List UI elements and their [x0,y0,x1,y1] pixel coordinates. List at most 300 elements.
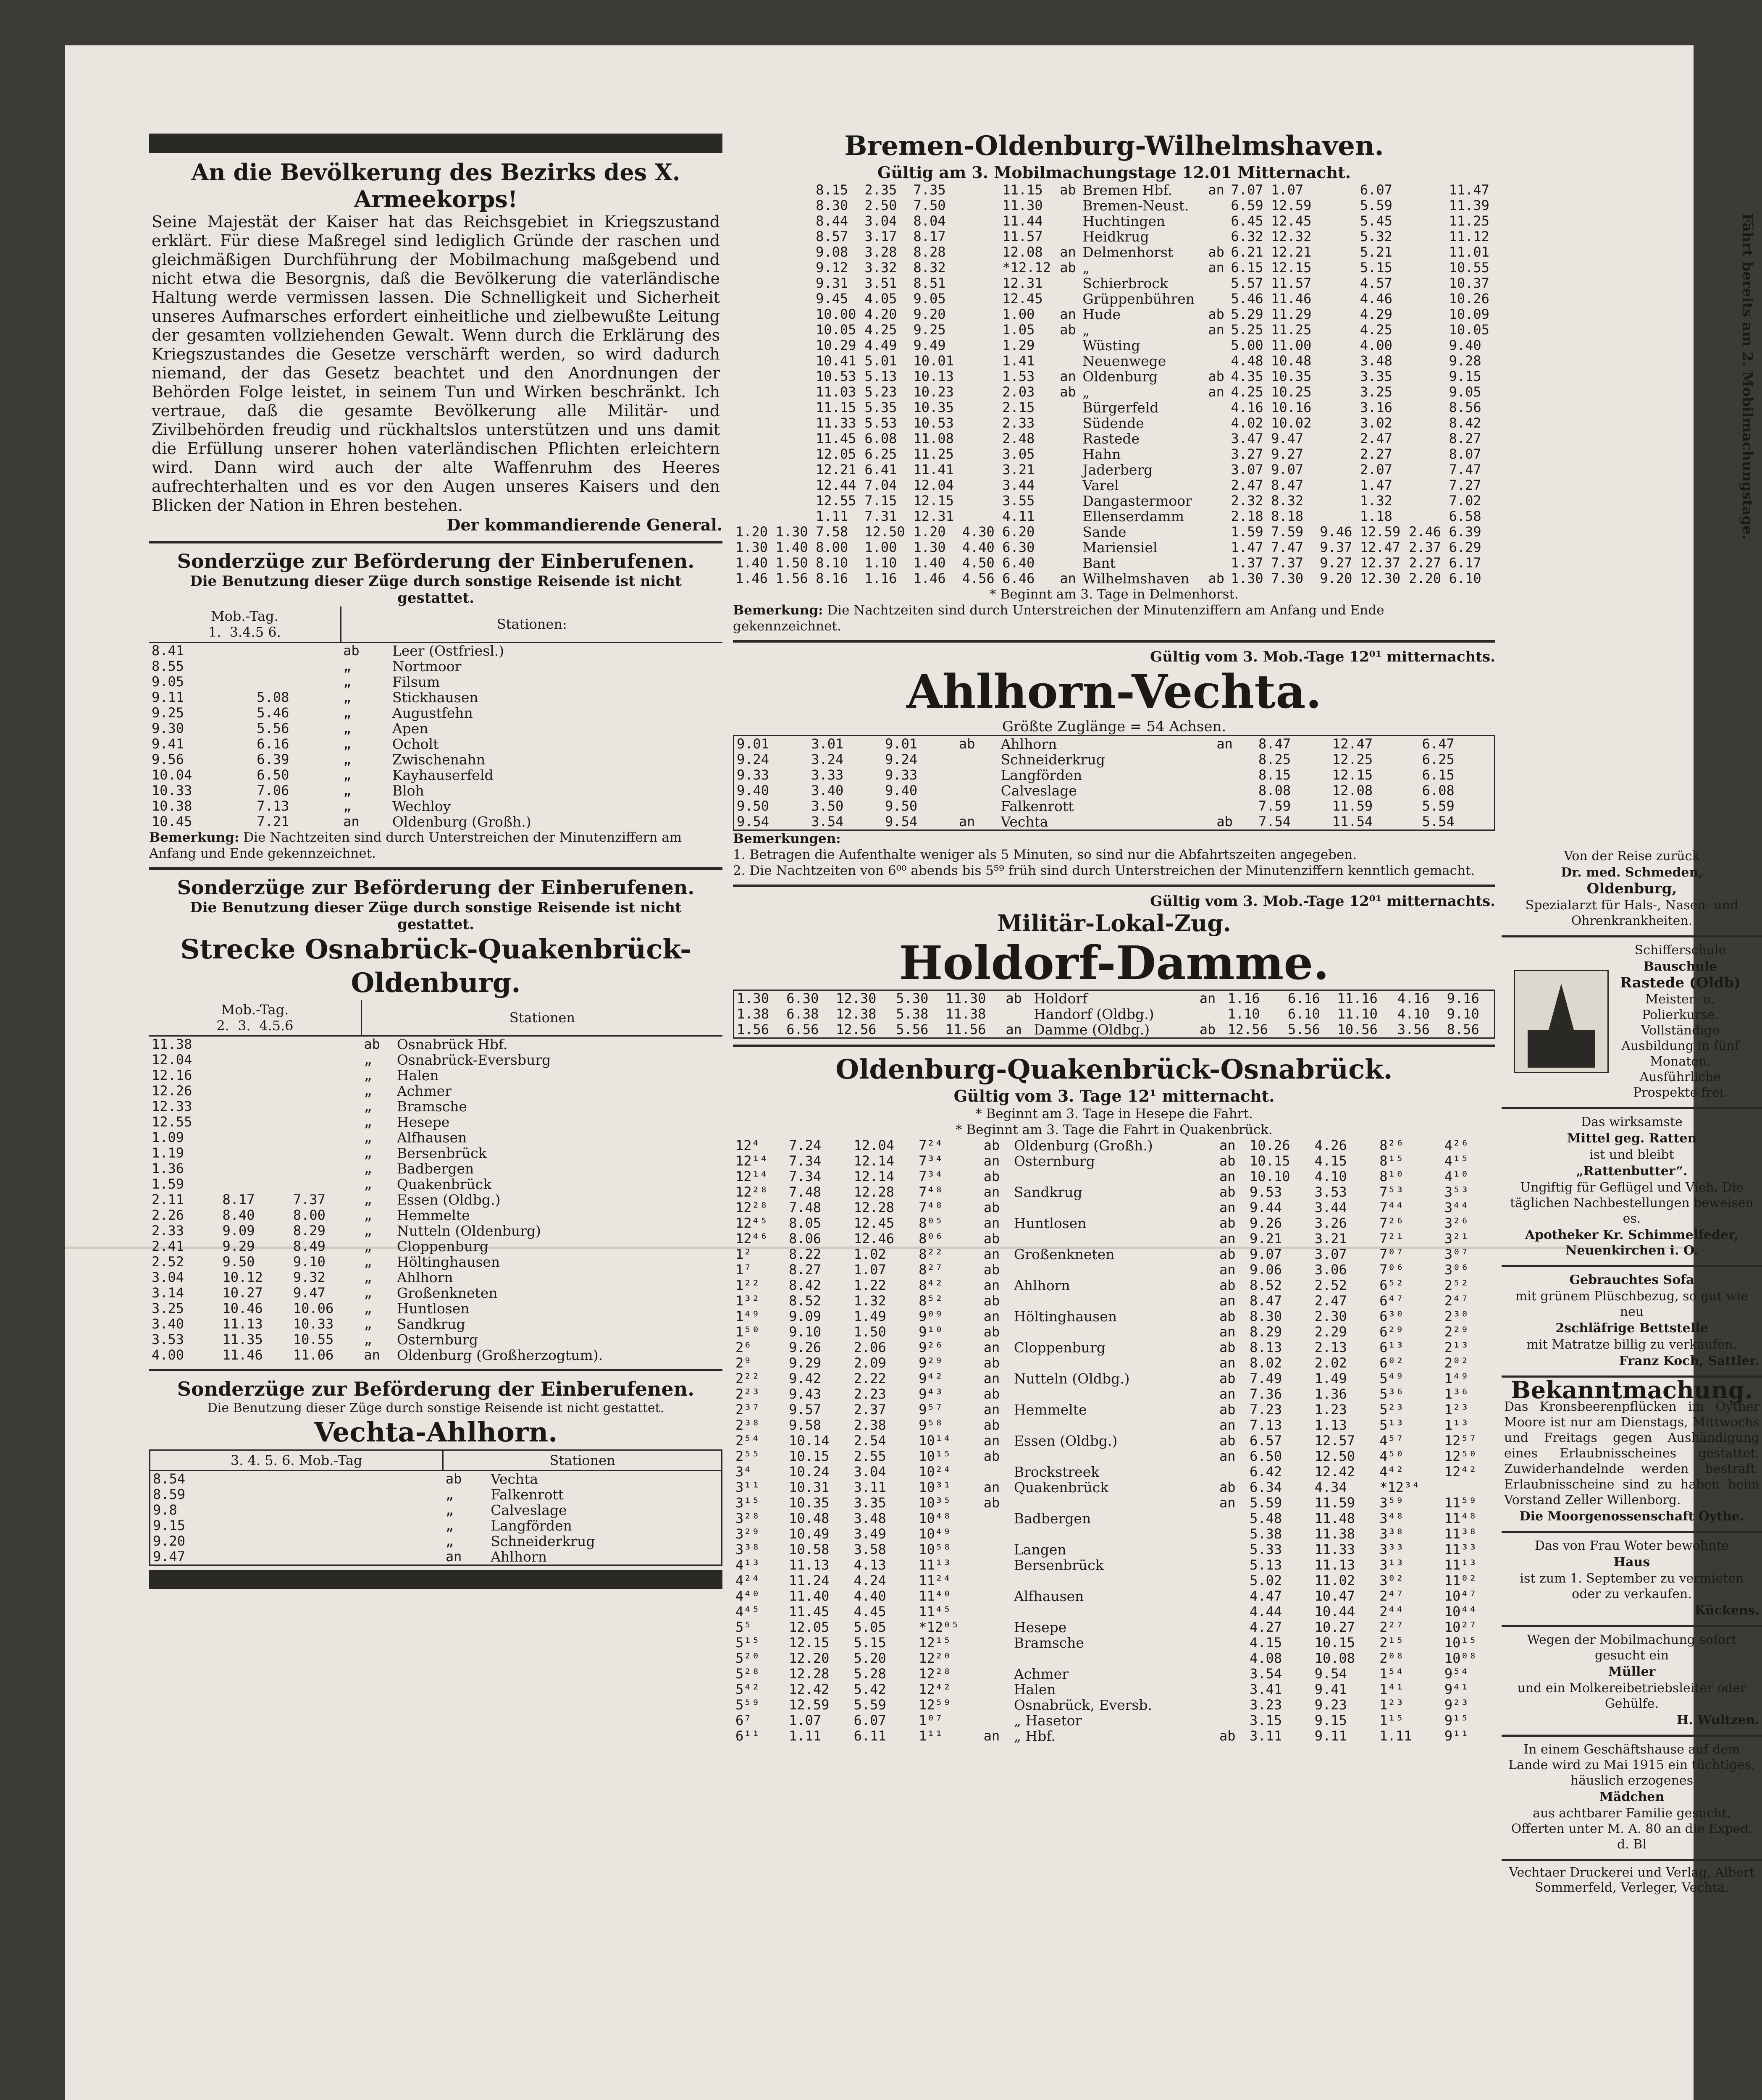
timetable-cell: 2.11 [152,1192,184,1208]
timetable-cell [291,1161,361,1176]
timetable-cell: 1.11 [816,508,848,524]
timetable-cell: 5²⁸ [735,1666,760,1682]
divider [149,541,722,543]
timetable-cell: 2.22 [853,1370,886,1386]
proclamation-signature: Der kommandierende General. [446,515,722,534]
timetable-cell: 1¹³ [1444,1417,1469,1433]
timetable-row [733,1433,1495,1449]
timetable-cell: 12.38 [836,1006,877,1022]
timetable-row [149,1270,722,1285]
timetable-cell: „ [343,767,352,783]
leer-head-stations: Stationen: [341,606,722,643]
timetable-cell: 2⁵⁵ [735,1448,760,1464]
timetable-cell: 9⁴¹ [1444,1681,1469,1697]
timetable-cell: 9.50 [737,798,769,814]
timetable-cell: 3.27 [1231,446,1263,462]
timetable-cell [1205,338,1228,353]
timetable-cell: 9.30 [152,720,184,736]
timetable-row [733,1184,1495,1200]
timetable-cell: an [1219,1324,1236,1340]
timetable-cell: 3.55 [1002,493,1035,509]
timetable-cell: 12.14 [853,1168,894,1184]
station-name: Ellenserdamm [1082,508,1184,525]
timetable-cell: 3.40 [811,782,844,798]
timetable-cell: 8⁵² [919,1293,943,1309]
timetable-cell: 7.48 [789,1200,822,1215]
timetable-cell: 8.00 [293,1207,326,1223]
timetable-row [733,307,1495,322]
timetable-row [149,1099,722,1114]
timetable-cell: 4⁵⁷ [1379,1433,1404,1449]
timetable-cell [220,1083,290,1099]
divider [733,1045,1495,1047]
timetable-cell [1205,462,1228,478]
timetable-cell: „ [343,751,352,767]
ad-mueller [1502,1627,1762,1737]
timetable-cell: ab [1219,1370,1236,1386]
timetable-cell: 12.42 [789,1681,830,1697]
ad-bauschule [1502,937,1762,1109]
timetable-cell: 4.46 [1360,291,1392,307]
timetable-cell: 9.43 [789,1386,822,1402]
timetable-cell: 7.13 [1250,1417,1282,1433]
timetable-cell: 5.38 [1250,1526,1282,1542]
timetable-cell [733,276,773,291]
timetable-cell: 8.55 [152,658,184,674]
timetable-cell: 9.50 [885,798,918,814]
timetable-cell: an [958,814,975,830]
station-name: „ [1082,322,1090,338]
timetable-cell: 12⁵⁹ [919,1697,951,1713]
timetable-cell: 11⁴⁰ [919,1588,951,1604]
timetable-cell: „ [343,689,352,705]
timetable-cell [733,384,773,400]
timetable-row [149,1347,722,1363]
osna-title: Sonderzüge zur Beförderung der Einberufenen. [177,876,695,899]
timetable-cell: 6.20 [1002,524,1035,540]
timetable-cell: *12⁰⁵ [919,1619,959,1635]
timetable-row [733,478,1495,493]
timetable-cell: 12.05 [816,446,856,462]
station-name: Nutteln (Oldenburg) [397,1223,541,1239]
timetable-cell: 7.23 [1250,1402,1282,1418]
timetable-cell: 10.01 [913,353,954,369]
timetable-cell: 6.08 [1422,782,1455,798]
timetable-cell: 12.44 [816,477,856,493]
station-name [1011,1386,1217,1402]
station-name: Großenkneten [1014,1246,1115,1263]
timetable-row [149,783,722,798]
timetable-cell: 5⁵ [735,1619,752,1635]
timetable-cell: 3.49 [853,1526,886,1542]
timetable-cell: 3.21 [1002,462,1035,478]
timetable-cell: 8.27 [1449,430,1481,446]
timetable-cell [254,643,341,659]
timetable-cell: 11.59 [1332,798,1373,814]
timetable-cell [1205,415,1228,431]
station-name: „ Hasetor [1014,1712,1082,1729]
timetable-cell: 7.15 [864,493,897,509]
ad-text: Dr. med. Schmeden, [1561,865,1703,880]
timetable-row [733,1495,1495,1511]
timetable-cell: 1.36 [1314,1386,1347,1402]
timetable-cell: 12.32 [1271,228,1312,244]
timetable-cell: 11.38 [945,1006,986,1022]
timetable-cell: 7.34 [789,1153,822,1169]
timetable-row [733,1200,1495,1215]
timetable-cell [1057,276,1080,291]
timetable-cell: 1.37 [1231,555,1263,571]
timetable-cell: 10⁴⁸ [919,1510,951,1526]
ahlhorn-timetable [733,735,1495,831]
timetable-cell: 6.34 [1250,1479,1282,1495]
timetable-cell: 3.21 [1314,1231,1347,1247]
timetable-cell: 1.30 [913,539,946,555]
timetable-cell: 2¹⁵ [1379,1635,1404,1651]
timetable-cell: 9.07 [1250,1246,1282,1262]
timetable-row [733,1604,1495,1620]
timetable-cell [773,369,814,384]
timetable-cell: 6.11 [853,1728,886,1744]
timetable-cell: „ [364,1300,372,1316]
station-name: Bloh [392,782,424,799]
timetable-row [733,493,1495,509]
timetable-cell: 9.20 [913,306,946,322]
timetable-cell: ab [1208,306,1224,322]
timetable-cell: 8.40 [222,1207,255,1223]
timetable-cell: 7.06 [257,782,289,798]
station-name: Hemmelte [397,1207,470,1223]
station-name: Falkenrott [491,1486,564,1503]
timetable-cell: 6.17 [1449,555,1481,571]
timetable-cell: 10.55 [293,1331,334,1347]
timetable-cell: 1⁵⁴ [1379,1666,1404,1682]
timetable-cell: 2⁹ [735,1355,752,1371]
timetable-cell: „ [364,1223,372,1239]
timetable-cell: an [983,1728,1000,1744]
timetable-cell: 12²⁸ [735,1184,768,1200]
timetable-cell: 3.48 [853,1510,886,1526]
timetable-cell: 1.20 [913,524,946,540]
timetable-row [149,1223,722,1239]
timetable-cell [1214,767,1256,783]
timetable-cell: 8.32 [1271,493,1304,509]
timetable-cell: 10.48 [789,1510,830,1526]
station-name: Badbergen [397,1160,474,1177]
bremen-timetable [733,182,1495,586]
timetable-cell: 9.8 [153,1502,177,1518]
timetable-cell: 2³⁷ [735,1402,760,1418]
timetable-cell: 3²⁸ [735,1510,760,1526]
timetable-cell: 3⁵⁹ [1379,1495,1404,1511]
timetable-cell: 4.02 [1231,415,1263,431]
station-name: Osnabrück Hbf. [397,1036,508,1053]
station-name: Höltinghausen [1014,1308,1117,1325]
timetable-cell [291,1099,361,1114]
timetable-row [733,198,1495,213]
station-name: Holdorf [1034,990,1088,1007]
timetable-row [733,244,1495,260]
oqo-subtitle: Gültig vom 3. Tage 12¹ mitternacht. [953,1087,1275,1105]
timetable-cell: 9.47 [1271,430,1304,446]
timetable-cell [960,384,1000,400]
timetable-cell: 5.59 [1360,197,1392,213]
timetable-cell [220,1176,290,1192]
timetable-cell: 9.40 [1449,337,1481,353]
timetable-cell: 2.26 [152,1207,184,1223]
timetable-cell: 11¹³ [1444,1557,1477,1573]
station-name: Osnabrück, Eversb. [1014,1697,1152,1713]
timetable-cell: 12.56 [836,1021,877,1037]
timetable-cell: 8.04 [913,213,946,229]
timetable-cell: 2.15 [1002,399,1035,415]
timetable-cell: 10.14 [789,1433,830,1449]
timetable-cell: 11⁴⁵ [919,1604,951,1620]
timetable-cell [733,260,773,276]
timetable-row [733,1293,1495,1309]
timetable-cell: 3³³ [1379,1541,1404,1557]
timetable-cell [1057,353,1080,369]
timetable-cell: 9.40 [885,782,918,798]
timetable-cell [733,446,773,462]
timetable-cell: 12.30 [1360,570,1401,586]
timetable-cell: 11.47 [1449,182,1489,198]
timetable-cell: 7.47 [1449,462,1481,478]
timetable-cell: 11.02 [1314,1572,1355,1588]
timetable-cell [1217,1635,1247,1651]
timetable-cell: 12⁵⁰ [1444,1448,1477,1464]
divider [149,867,722,870]
timetable-row [149,1192,722,1208]
timetable-cell: 10.48 [1271,353,1312,369]
timetable-cell: 2.35 [864,182,897,198]
timetable-cell: 12.37 [1360,555,1401,571]
timetable-cell: 2.32 [1231,493,1263,509]
timetable-cell: 3.23 [1250,1697,1282,1713]
timetable-cell: an [1219,1355,1236,1371]
osna-subtitle: Die Benutzung dieser Züge durch sonstige Reisende ist nicht gestattet. [190,899,682,933]
bremen-subtitle: Gültig am 3. Mobilmachungstage 12.01 Mitternacht. [877,163,1351,182]
timetable-cell: 8.10 [816,555,848,571]
timetable-cell: an [1219,1417,1236,1433]
timetable-cell [1205,213,1228,229]
timetable-cell: 9.15 [153,1517,186,1533]
timetable-cell: 3³⁸ [1379,1526,1404,1542]
timetable-row [733,1371,1495,1386]
leer-subtitle: Die Benutzung dieser Züge durch sonstige Reisende ist nicht gestattet. [190,573,682,606]
timetable-cell [1406,229,1447,244]
timetable-cell: 6.40 [1002,555,1035,571]
timetable-cell: ab [1060,260,1076,276]
timetable-cell: 9⁴² [919,1370,943,1386]
timetable-cell: 3.11 [1250,1728,1282,1744]
timetable-cell: ab [364,1036,380,1052]
timetable-cell: *12.12 [1002,260,1051,276]
timetable-cell: ab [1219,1215,1236,1231]
timetable-cell [1057,229,1080,244]
timetable-cell: 7³⁴ [919,1168,943,1184]
timetable-cell: 7.58 [816,524,848,540]
timetable-cell: 10.35 [1271,368,1312,384]
timetable-cell: 10.31 [789,1479,830,1495]
timetable-cell: ab [983,1137,1000,1153]
timetable-row [733,1526,1495,1542]
timetable-cell: 6⁷ [735,1712,752,1728]
timetable-cell: an [983,1339,1000,1355]
timetable-cell: 10.55 [1449,260,1489,276]
timetable-cell [773,291,814,307]
timetable-cell: 11³⁸ [1444,1526,1477,1542]
timetable-cell: „ [343,674,352,690]
timetable-cell: 12.14 [853,1153,894,1169]
timetable-cell: 11.30 [1002,197,1043,213]
timetable-cell: 4.25 [1360,322,1392,338]
timetable-cell [981,1682,1011,1697]
timetable-cell: 2.29 [1314,1324,1347,1340]
timetable-cell [960,415,1000,431]
timetable-cell [1406,384,1447,400]
timetable-cell: 7.50 [913,197,946,213]
timetable-cell: 9.20 [1320,570,1352,586]
timetable-cell: 11⁵⁹ [1444,1495,1477,1511]
timetable-cell: 11¹³ [919,1557,951,1573]
timetable-cell: 1.36 [152,1160,184,1176]
timetable-cell: 6.42 [1250,1464,1282,1480]
timetable-cell: 1.56 [737,1021,769,1037]
timetable-cell: 6.38 [786,1006,819,1022]
timetable-cell: 9.07 [1271,462,1304,478]
timetable-cell: an [983,1277,1000,1293]
timetable-row [733,1557,1495,1573]
timetable-cell: 9.06 [1250,1262,1282,1278]
timetable-cell: 7.36 [1250,1386,1282,1402]
timetable-row [149,1145,722,1161]
timetable-cell: 6.59 [1231,197,1263,213]
timetable-cell [291,1145,361,1161]
timetable-cell: 10.15 [789,1448,830,1464]
timetable-row [149,1083,722,1099]
timetable-cell: 12.05 [789,1619,830,1635]
vechta-title: Sonderzüge zur Beförderung der Einberufenen. [177,1378,695,1400]
timetable-cell: 11.59 [1314,1495,1355,1511]
timetable-cell: 11.46 [1271,291,1312,307]
ad-text: Die Moorgenossenschaft Oythe. [1519,1509,1744,1524]
timetable-cell: 9.24 [737,751,769,767]
timetable-cell: 5.02 [1250,1572,1282,1588]
vechta-head-stations: Stationen [443,1450,722,1471]
timetable-cell: 3.44 [1002,477,1035,493]
timetable-cell: 11.13 [789,1557,830,1573]
timetable-cell: 10.29 [816,337,856,353]
station-name [1011,1526,1217,1542]
timetable-cell: 10⁴⁹ [919,1526,951,1542]
station-name [1011,1293,1217,1309]
timetable-cell: 5.57 [1231,275,1263,291]
timetable-cell: 7.59 [1258,798,1291,814]
timetable-cell [1057,291,1080,307]
timetable-cell: 10⁰⁸ [1444,1650,1477,1666]
timetable-cell: 9.27 [1320,555,1352,571]
timetable-cell: 12.25 [1332,751,1373,767]
timetable-cell [981,1620,1011,1635]
side-note: Fährt bereits am 2. Mobilmachungstage. [1739,213,1756,540]
timetable-cell: an [1219,1200,1236,1215]
ad-text: H. Wultzen. [1676,1713,1759,1727]
timetable-cell: 4.50 [962,555,995,571]
ad-text: 2schläfrige Bettstelle [1555,1321,1708,1336]
timetable-cell: ab [1060,182,1076,198]
timetable-row [149,767,722,783]
timetable-cell: 11.35 [222,1331,263,1347]
timetable-cell [773,244,814,260]
timetable-cell: 1³⁶ [1444,1386,1469,1402]
timetable-cell: 3.06 [1314,1262,1347,1278]
timetable-cell: 7³⁴ [919,1153,943,1169]
timetable-cell: „ [364,1207,372,1223]
timetable-cell: ab [1219,1184,1236,1200]
timetable-cell [981,1666,1011,1682]
station-name [1011,1449,1217,1464]
timetable-cell [1317,182,1358,198]
ad-text: Spezialarzt für Hals-, Nasen- und Ohrenkrankheiten. [1525,898,1738,928]
timetable-cell [1057,462,1080,478]
timetable-cell: 5.35 [864,399,897,415]
timetable-cell [981,1573,1011,1588]
ad-text: ist zum 1. September zu vermieten oder zu verkaufen. [1520,1571,1744,1601]
timetable-cell: 8.56 [1447,1021,1479,1037]
timetable-cell: 9.54 [1314,1666,1347,1682]
timetable-cell: 5.05 [853,1619,886,1635]
timetable-cell: 10¹⁴ [919,1433,951,1449]
timetable-cell: 12⁴⁶ [735,1231,768,1247]
timetable-cell: 8.30 [816,197,848,213]
timetable-cell: 9²⁶ [919,1339,943,1355]
timetable-cell: 2.47 [1231,477,1263,493]
timetable-cell: 10.53 [913,415,954,431]
timetable-cell: 8.42 [1449,415,1481,431]
timetable-cell: 2.54 [853,1433,886,1449]
timetable-cell: 8⁰⁵ [919,1215,943,1231]
timetable-cell: 3.56 [1397,1021,1430,1037]
station-name: Nortmoor [392,658,462,675]
timetable-cell: 1.10 [864,555,897,571]
timetable-cell [1217,1511,1247,1526]
timetable-cell: „ [343,658,352,674]
timetable-cell: 5.53 [864,415,897,431]
timetable-cell: 7.02 [1449,493,1481,509]
timetable-cell: 6.50 [1250,1448,1282,1464]
timetable-cell: 2³⁰ [1444,1308,1469,1324]
timetable-cell: 6.30 [786,990,819,1006]
timetable-row [733,182,1495,198]
timetable-cell: 3.53 [1314,1184,1347,1200]
timetable-cell [773,276,814,291]
ad-rattenbutter [1502,1109,1762,1267]
timetable-row [149,1036,722,1053]
timetable-cell: 12.57 [1314,1433,1355,1449]
timetable-cell: „ [364,1254,372,1270]
timetable-cell [1214,783,1256,798]
timetable-cell: 12.04 [152,1052,192,1068]
timetable-cell: 2.13 [1314,1339,1347,1355]
timetable-cell: 4.56 [962,570,995,586]
timetable-cell: 3⁴⁸ [1379,1510,1404,1526]
timetable-cell [1406,276,1447,291]
timetable-cell: 5.29 [1231,306,1263,322]
timetable-cell: an [983,1246,1000,1262]
timetable-cell [1205,478,1228,493]
timetable-cell: 6⁰² [1379,1355,1404,1371]
